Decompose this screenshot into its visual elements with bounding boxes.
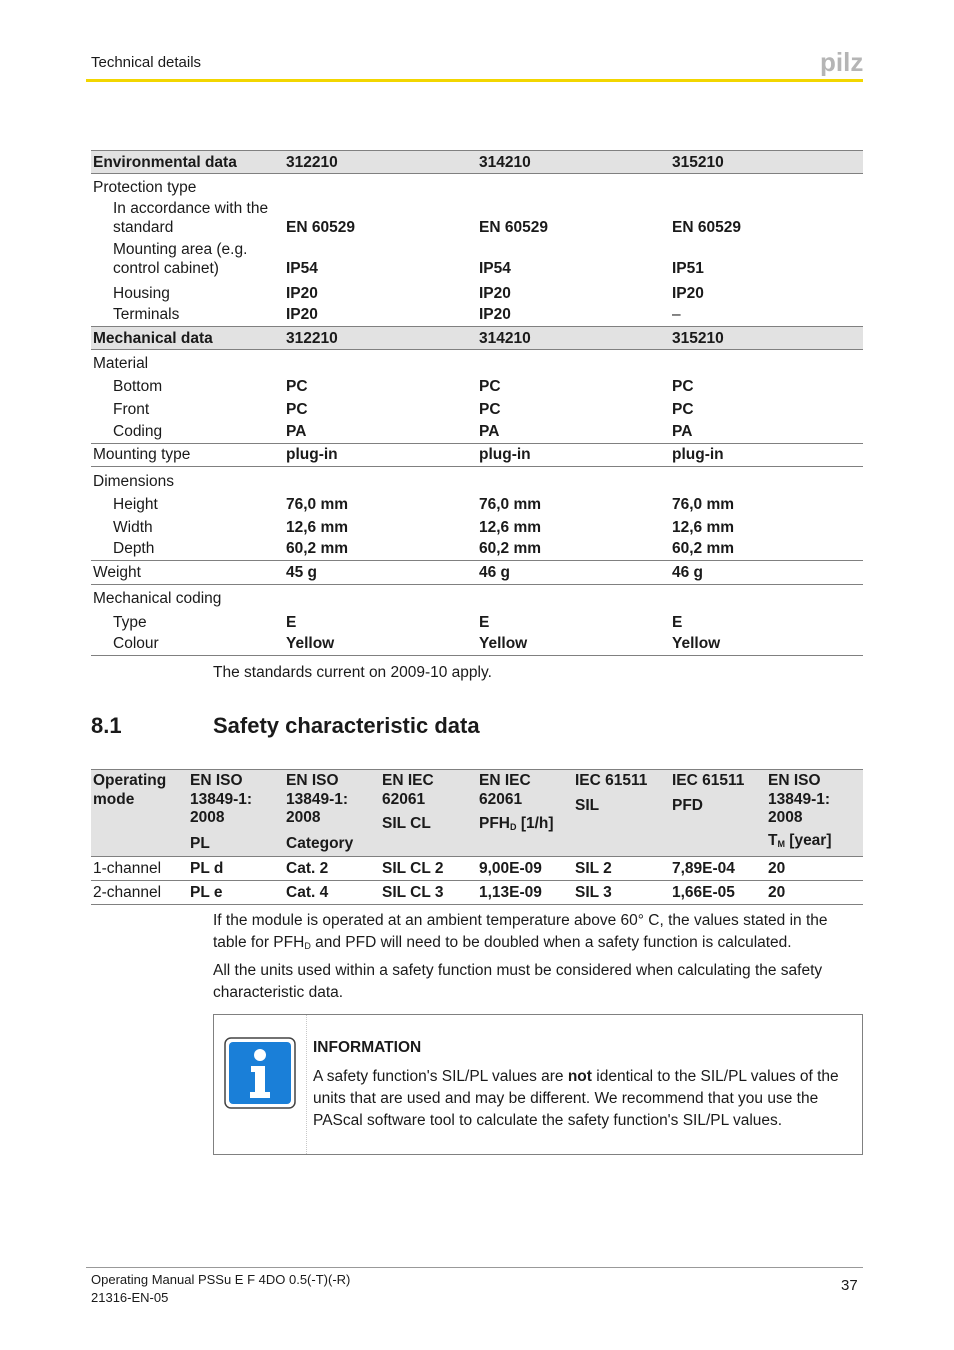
table-row (91, 373, 863, 396)
cell-value: 76,0 mm (286, 496, 349, 513)
section-heading (91, 713, 480, 739)
col-header: IEC 61511 SIL (575, 772, 648, 814)
col-header: Operating mode (93, 772, 167, 808)
cell-value: IP51 (672, 260, 704, 277)
temperature-paragraph: If the module is operated at an ambient temperature above 60° C, the values stated in the table for $PFH_D$ and PFD will need to be doubled when a safety function is calculated. (213, 912, 828, 951)
table-row (91, 491, 863, 514)
cell-value: 76,0 mm (672, 496, 735, 513)
row-label: Terminals (113, 306, 180, 323)
cell-value: PL e (190, 883, 223, 901)
table-row (91, 585, 863, 608)
cell-value: EN 60529 (286, 219, 355, 236)
cell-value: plug-in (479, 446, 531, 463)
cell-value: IP54 (479, 260, 511, 277)
cell-value: 45 g (286, 564, 318, 581)
cell-value: E (286, 614, 297, 631)
section-title: Safety characteristic data (213, 713, 480, 738)
cell-value: 1-channel (93, 859, 162, 877)
col-header: EN IEC 62061 $PFH_D$ [1/h] (479, 772, 554, 832)
cell-value: 60,2 mm (672, 540, 735, 557)
row-label: Depth (113, 540, 155, 557)
table-row (91, 881, 863, 905)
col-header: 314210 (479, 329, 531, 347)
table-row (91, 419, 863, 444)
cell-value: 2-channel (93, 883, 162, 901)
col-header: 312210 (286, 329, 338, 347)
row-label: Bottom (113, 378, 163, 395)
cell-value: PC (479, 401, 501, 418)
pilz-logo (820, 50, 864, 81)
cell-value: 7,89E-04 (672, 859, 735, 877)
row-label: Mounting area (e.g. control cabinet) (113, 241, 248, 277)
svg-text:pilz: pilz (820, 50, 864, 76)
group-label: Protection type (93, 179, 197, 196)
cell-value: SIL CL 2 (382, 859, 444, 877)
information-text: A safety function's SIL/PL values are not identical to the SIL/PL values of the units that are used and may be different. We recommend that you use the PAScal software tool to calculate the safety function's SIL/PL values. (313, 1068, 839, 1129)
footer-rule (86, 1267, 863, 1268)
standards-note: The standards current on 2009-10 apply. (213, 664, 492, 681)
cell-value: Yellow (286, 635, 335, 652)
info-icon (224, 1037, 296, 1114)
cell-value: IP20 (286, 285, 318, 302)
table-row (91, 174, 863, 197)
cell-value: 12,6 mm (479, 519, 542, 536)
table-row (91, 608, 863, 632)
cell-value: IP20 (286, 306, 318, 323)
safety-characteristic-table (91, 769, 863, 905)
cell-value: PA (479, 423, 500, 440)
group-label: Dimensions (93, 473, 174, 490)
table-row (91, 537, 863, 561)
row-label: Mounting type (93, 446, 191, 463)
row-label: Width (113, 519, 153, 536)
information-box (213, 1014, 863, 1155)
cell-value: PC (286, 378, 308, 395)
table-row (91, 514, 863, 537)
cell-value: Cat. 4 (286, 883, 329, 901)
header-rule (86, 79, 863, 82)
footer-doc-number: 21316-EN-05 (91, 1290, 169, 1305)
page-header-title: Technical details (91, 54, 202, 71)
table-header-row (91, 150, 863, 174)
cell-value: plug-in (286, 446, 338, 463)
cell-value: SIL CL 3 (382, 883, 444, 901)
table-row (91, 280, 863, 303)
cell-value: 60,2 mm (479, 540, 542, 557)
cell-value: PC (479, 378, 501, 395)
cell-value: 12,6 mm (672, 519, 735, 536)
cell-value: Cat. 2 (286, 859, 329, 877)
cell-value: SIL 3 (575, 883, 612, 901)
table-row (91, 197, 863, 239)
cell-value: PL d (190, 859, 224, 877)
cell-value: plug-in (672, 446, 724, 463)
cell-value: EN 60529 (672, 219, 741, 236)
cell-value: 1,13E-09 (479, 883, 542, 901)
page-number: 37 (841, 1277, 858, 1294)
footer-manual-title: Operating Manual PSSu E F 4DO 0.5(-T)(-R) (91, 1272, 351, 1287)
cell-value: 12,6 mm (286, 519, 349, 536)
col-header: EN ISO 13849-1: 2008 PL (190, 772, 253, 852)
cell-value: PC (286, 401, 308, 418)
col-header: 315210 (672, 153, 724, 171)
table-header-row (91, 326, 863, 350)
cell-value: PA (286, 423, 307, 440)
col-header: EN ISO 13849-1: 2008 Category (286, 772, 354, 852)
table-row (91, 350, 863, 373)
table-row (91, 632, 863, 656)
cell-value: IP20 (479, 285, 511, 302)
cell-value: 1,66E-05 (672, 883, 735, 901)
cell-value: PA (672, 423, 693, 440)
col-header: EN IEC 62061 SIL CL (382, 772, 434, 832)
cell-value: PC (672, 378, 694, 395)
env-header: Environmental data (93, 153, 237, 171)
cell-value: 60,2 mm (286, 540, 349, 557)
table-header-row (91, 769, 863, 857)
information-title: INFORMATION (313, 1039, 422, 1056)
cell-value: E (479, 614, 490, 631)
table-row (91, 396, 863, 419)
cell-value: IP20 (479, 306, 511, 323)
row-label: Height (113, 496, 158, 513)
col-header: 315210 (672, 329, 724, 347)
cell-value: IP20 (672, 285, 704, 302)
table-row (91, 561, 863, 585)
box-divider (306, 1015, 308, 1154)
table-row (91, 239, 863, 280)
row-label: Weight (93, 564, 141, 581)
section-number: 8.1 (91, 713, 122, 738)
table-row (91, 303, 863, 326)
cell-value: 46 g (479, 564, 511, 581)
cell-value: 20 (768, 859, 786, 877)
mech-header: Mechanical data (93, 329, 213, 347)
row-label: Type (113, 614, 147, 631)
row-label: In accordance with the standard (113, 200, 269, 236)
table-row (91, 467, 863, 491)
cell-value: SIL 2 (575, 859, 612, 877)
cell-value: Yellow (672, 635, 721, 652)
cell-value: 20 (768, 883, 786, 901)
cell-value: 46 g (672, 564, 704, 581)
group-label: Mechanical coding (93, 590, 222, 607)
col-header: 314210 (479, 153, 531, 171)
table-row (91, 444, 863, 467)
environmental-mechanical-table (91, 150, 863, 656)
units-paragraph: All the units used within a safety function must be considered when calculating the safety characteristic data. (213, 962, 823, 1001)
table-row (91, 857, 863, 881)
cell-value: 9,00E-09 (479, 859, 542, 877)
cell-value: PC (672, 401, 694, 418)
cell-value: Yellow (479, 635, 528, 652)
row-label: Housing (113, 285, 170, 302)
row-label: Front (113, 401, 150, 418)
cell-value: 76,0 mm (479, 496, 542, 513)
col-header: 312210 (286, 153, 338, 171)
cell-value: E (672, 614, 683, 631)
row-label: Colour (113, 635, 159, 652)
row-label: Coding (113, 423, 163, 440)
col-header: IEC 61511 PFD (672, 772, 745, 814)
cell-value: IP54 (286, 260, 318, 277)
col-header: EN ISO 13849-1: 2008 $T_M$ [year] (768, 772, 832, 849)
cell-value: EN 60529 (479, 219, 548, 236)
group-label: Material (93, 355, 149, 372)
cell-value: – (672, 306, 681, 323)
